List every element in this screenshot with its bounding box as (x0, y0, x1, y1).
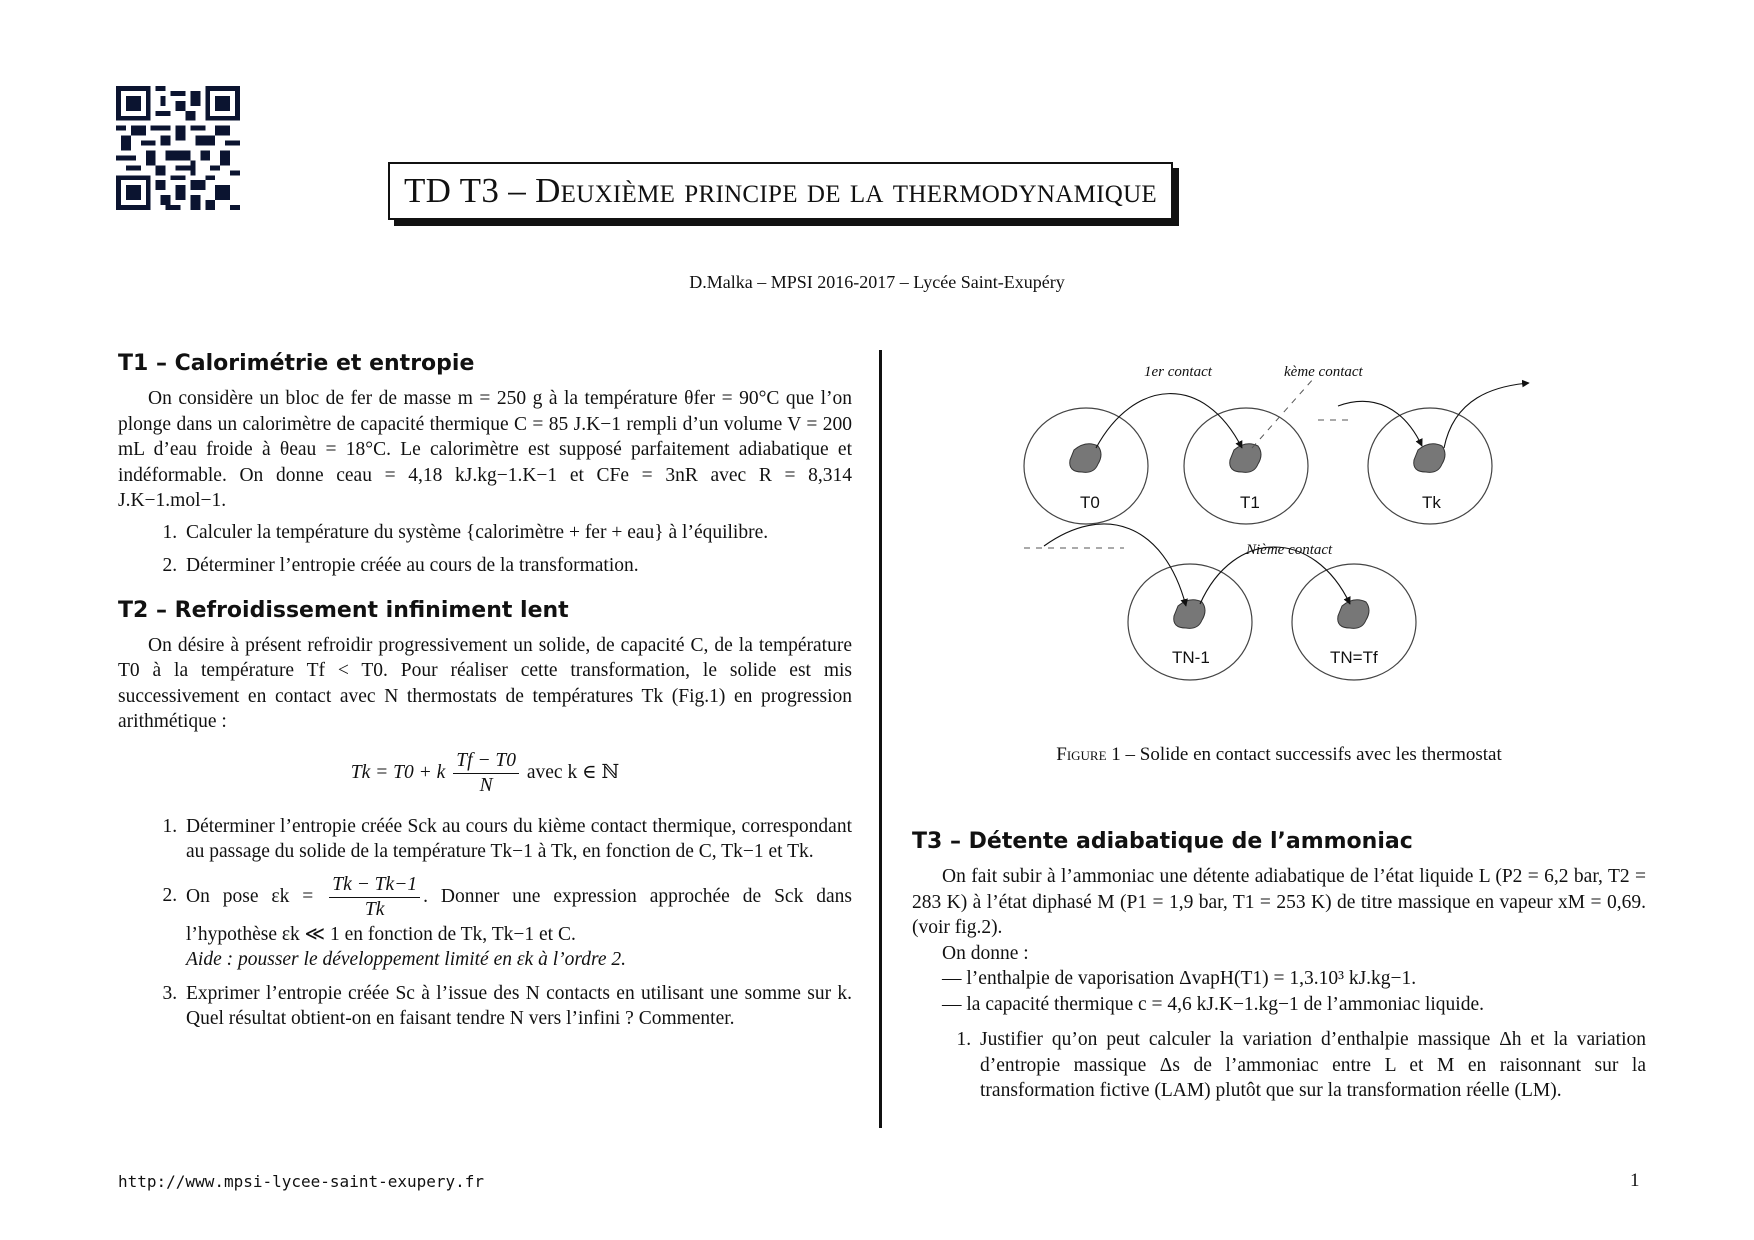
t2-q2-hint: Aide : pousser le développement limité en εk à l’ordre 2. (186, 949, 626, 970)
label-tn1: TN-1 (1172, 648, 1210, 667)
arrow-from-tk (1444, 383, 1529, 448)
label-first-contact: 1er contact (1144, 364, 1212, 380)
t2-eq-lhs: Tk = T0 + k (350, 761, 446, 783)
label-kth-contact: kème contact (1284, 364, 1363, 380)
qr-code-image (116, 86, 240, 210)
t2-question-3: 3. Exprimer l’entropie créée Sc à l’issue des N contacts en utilisant une somme sur k. Quel résultat obtient-on en faisant tendre N vers l’infini ? Commenter. (182, 981, 852, 1032)
t1-questions (118, 520, 852, 579)
t2-question-2 (182, 873, 852, 973)
document-title (388, 162, 1173, 220)
t3-on-donne: On donne : (942, 942, 1029, 964)
author-line: D.Malka – MPSI 2016-2017 – Lycée Saint-Exupéry (689, 272, 1065, 292)
t1-question-2: 2. Déterminer l’entropie créée au cours de la transformation. (182, 553, 852, 579)
t2-q2-end: . Donner une expression approchée de Sck dans l’hypothèse εk ≪ 1 en fonction de Tk, Tk−1 et C. (186, 885, 853, 945)
left-column (118, 350, 852, 1040)
t3-question-1: 1. Justifier qu’on peut calculer la variation d’enthalpie massique Δh et la variation d’entropie massique Δs de l’ammoniac entre L et M en raisonnant sur la transformation fictive (LAM) plutôt que sur la transformation réelle (LM). (976, 1027, 1646, 1104)
t1-heading: T1 – Calorimétrie et entropie (118, 351, 475, 376)
t3-heading: T3 – Détente adiabatique de l’ammoniac (912, 829, 1413, 854)
solid-shape (1338, 600, 1369, 629)
t2-eq-numerator: Tf − T0 (453, 749, 519, 774)
arrow-into-tn1 (1044, 524, 1186, 606)
t3-given-list (942, 966, 1646, 1017)
arrow-into-tk (1338, 401, 1422, 446)
solid-shape (1414, 444, 1445, 473)
t2-eq-rhs: avec k ∈ ℕ (526, 761, 620, 783)
t2-eq-fraction (453, 749, 519, 798)
t2-eq-denominator: N (479, 774, 493, 796)
t2-q2-start: On pose εk = (186, 885, 314, 907)
t2-equation (118, 749, 852, 798)
label-nth-contact: Nième contact (1246, 542, 1333, 558)
caption-text: – Solide en contact successifs avec les thermostat (1120, 744, 1502, 765)
figure-caption (912, 744, 1646, 766)
t2-q2-denominator: Tk (364, 898, 385, 920)
t1-paragraph: On considère un bloc de fer de masse m = 250 g à la température θfer = 90°C que l’on plonge dans un calorimètre de capacité thermique C = 85 J.K−1 rempli d’un volume V = 200 mL d’eau froide à θeau = 18°C. Le calorimètre est supposé parfaitement adiabatique et indéformable. On donne ceau = 4,18 kJ.kg−1.K−1 et CFe = 3nR avec R = 8,314 J.K−1.mol−1. (118, 388, 852, 511)
arrow-first-contact (1096, 394, 1242, 448)
t3-questions (912, 1027, 1646, 1104)
t2-question-1: 1. Déterminer l’entropie créée Sck au cours du kième contact thermique, correspondant au passage du solide de la température Tk−1 à Tk, en fonction de C, Tk−1 et Tk. (182, 814, 852, 865)
label-t1: T1 (1240, 493, 1260, 512)
figure-thermostats (1024, 364, 1548, 683)
label-tk: Tk (1422, 493, 1441, 512)
t2-questions (118, 814, 852, 1032)
column-divider (879, 350, 882, 1128)
right-column (912, 828, 1646, 1112)
caption-label: Figure 1 (1056, 744, 1121, 765)
t1-question-1: 1. Calculer la température du système {calorimètre + fer + eau} à l’équilibre. (182, 520, 852, 546)
t2-paragraph: On désire à présent refroidir progressivement un solide, de capacité C, de la température T0 à la température Tf < T0. Pour réaliser cette transformation, le solide est mis successivement en contact avec N thermostats de températures Tk (Fig.1) en progression arithmétique : (118, 634, 852, 732)
t2-heading: T2 – Refroidissement infiniment lent (118, 597, 569, 623)
solid-shape (1230, 444, 1261, 473)
label-t0: T0 (1080, 493, 1100, 512)
t3-paragraph: On fait subir à l’ammoniac une détente adiabatique de l’état liquide L (P2 = 6,2 bar, T2 = 283 K) à l’état diphasé M (P1 = 1,9 bar, T1 = 253 K) de titre massique en vapeur xM = 0,69. (voir fig.2). (912, 866, 1646, 938)
dash-continuation (1252, 378, 1314, 448)
t3-given-1: — l’enthalpie de vaporisation ΔvapH(T1) = 1,3.10³ kJ.kg−1. (942, 968, 1417, 989)
page-number: 1 (1630, 1170, 1640, 1191)
title-main: Deuxième principe de la thermodynamique (535, 171, 1158, 210)
label-tnf: TN=Tf (1330, 648, 1378, 667)
t2-q2-fraction (329, 873, 420, 922)
t3-given-2: — la capacité thermique c = 4,6 kJ.K−1.kg−1 de l’ammoniac liquide. (942, 993, 1485, 1015)
t2-q2-numerator: Tk − Tk−1 (329, 873, 420, 898)
title-prefix: TD T3 – (404, 171, 536, 210)
footer-url[interactable]: http://www.mpsi-lycee-saint-exupery.fr (118, 1172, 485, 1191)
